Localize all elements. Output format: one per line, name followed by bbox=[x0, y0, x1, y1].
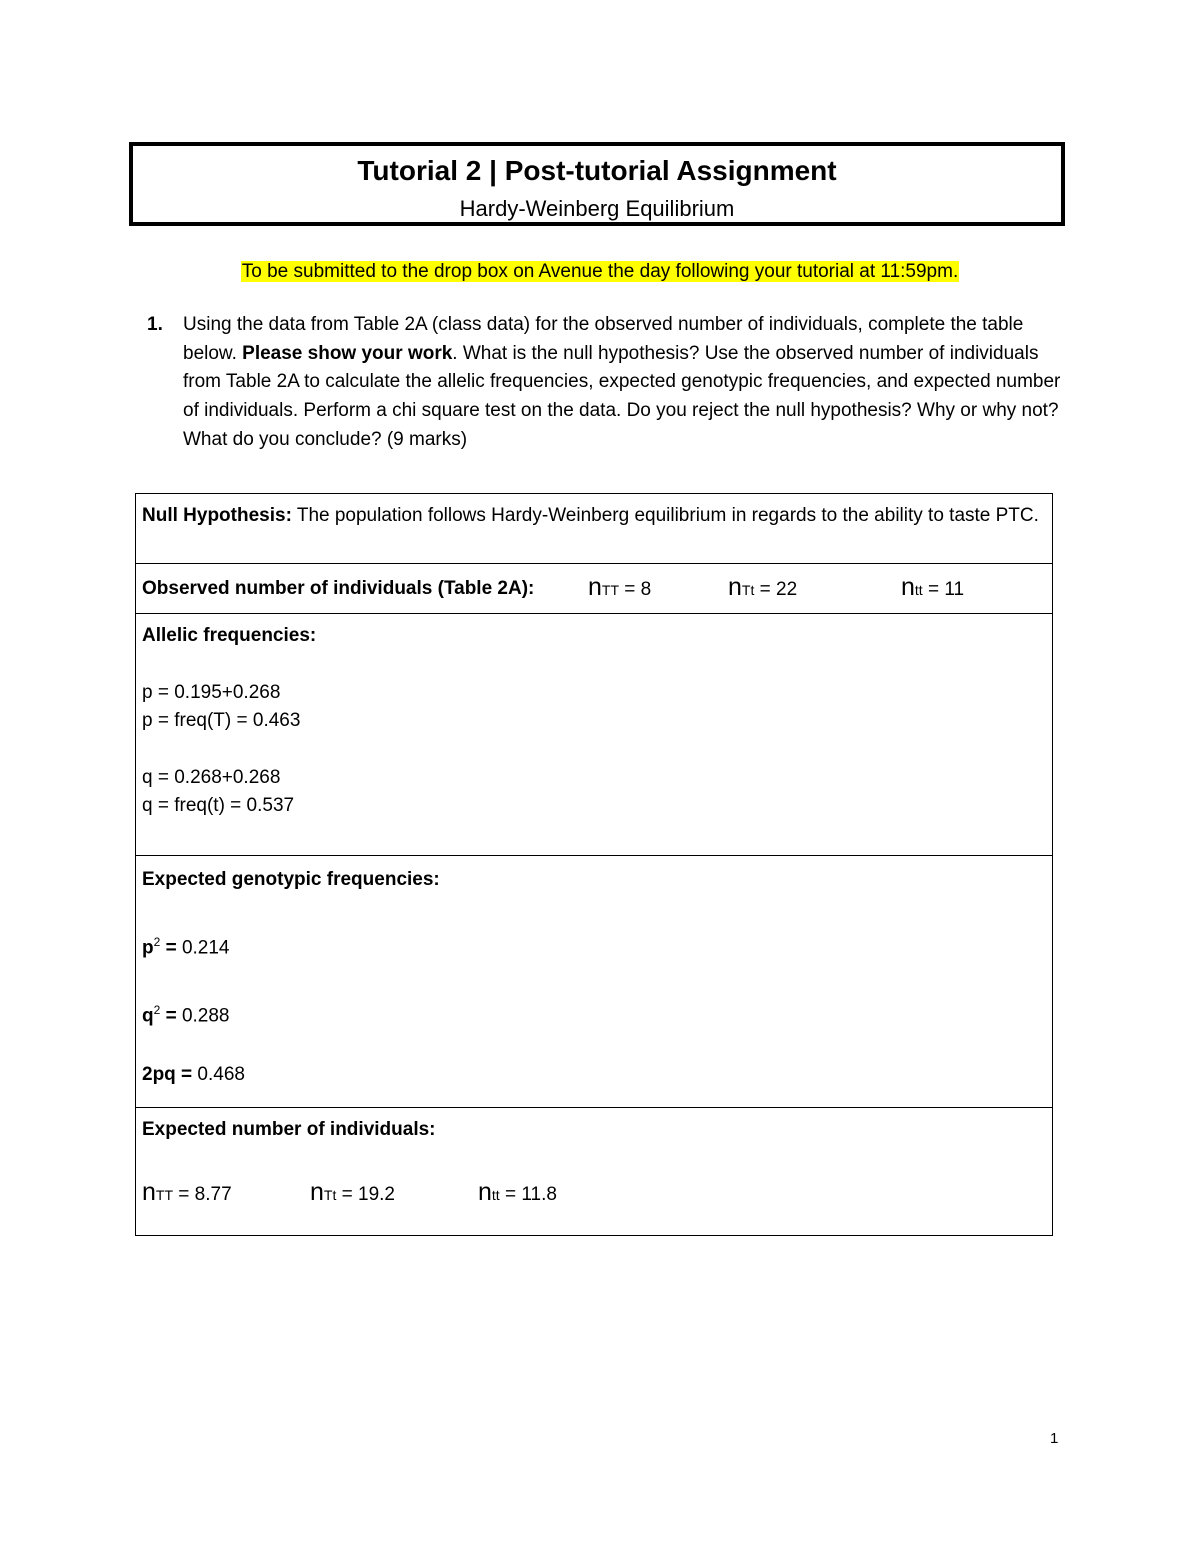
observed-Tt bbox=[728, 573, 797, 604]
genotypic-label: Expected genotypic frequencies: bbox=[142, 869, 440, 890]
n-symbol: n bbox=[310, 1178, 324, 1206]
allelic-p-result: p = freq(T) = 0.463 bbox=[142, 710, 301, 731]
question-text bbox=[183, 311, 1063, 455]
TT-value: = 8 bbox=[619, 579, 652, 600]
allelic-q-result: q = freq(t) = 0.537 bbox=[142, 795, 295, 816]
Tt-value: = 22 bbox=[754, 579, 798, 600]
TT-subscript: TT bbox=[601, 582, 620, 598]
p-equals: = bbox=[160, 937, 177, 959]
q-equals: = bbox=[160, 1005, 177, 1027]
observed-TT bbox=[588, 573, 651, 604]
allelic-p-calc: p = 0.195+0.268 bbox=[142, 682, 281, 703]
pq-symbol: 2pq = bbox=[142, 1063, 193, 1085]
tt-value: = 11 bbox=[922, 579, 965, 600]
question-part1: Using the data from Table 2A (class data) for the observed number of individuals, complete the table below. bbox=[183, 314, 1024, 364]
n-symbol: n bbox=[478, 1178, 492, 1206]
2pq-value: 0.468 bbox=[192, 1063, 245, 1085]
allelic-label: Allelic frequencies: bbox=[142, 625, 317, 646]
p-symbol: p bbox=[142, 937, 154, 959]
q2-value: 0.288 bbox=[176, 1005, 230, 1027]
expected-TT bbox=[142, 1178, 232, 1209]
n-symbol: n bbox=[728, 573, 742, 601]
Tt-subscript: Tt bbox=[323, 1187, 337, 1203]
expected-row bbox=[136, 1108, 1052, 1235]
expected-Tt bbox=[310, 1178, 395, 1209]
null-hypothesis-text: The population follows Hardy-Weinberg equilibrium in regards to the ability to taste PTC. bbox=[291, 505, 1039, 526]
question-number: 1. bbox=[147, 314, 163, 335]
p2-value: 0.214 bbox=[176, 937, 230, 959]
observed-tt bbox=[901, 573, 964, 604]
p-superscript: 2 bbox=[153, 935, 161, 949]
question-part2: . What is the null hypothesis? Use the observed number of individuals from Table 2A to calculate the allelic frequencies, expected genotypic frequencies, and expected number of individuals. Perform a chi square test on the data. Do you reject the null hypothesis? Why or why not? What do you conclude? (9 marks) bbox=[183, 342, 1061, 450]
answer-table bbox=[135, 493, 1053, 1236]
q-symbol: q bbox=[142, 1005, 154, 1027]
TT-subscript: TT bbox=[155, 1187, 174, 1203]
n-symbol: n bbox=[142, 1178, 156, 1206]
genotypic-row bbox=[136, 856, 1052, 1108]
tt-subscript: tt bbox=[914, 582, 923, 598]
Tt-subscript: Tt bbox=[741, 582, 755, 598]
null-hypothesis-label: Null Hypothesis: bbox=[142, 505, 292, 526]
observed-row bbox=[136, 564, 1052, 614]
genotypic-2pq bbox=[142, 1061, 1046, 1089]
tt-subscript: tt bbox=[491, 1187, 500, 1203]
Tt-value: = 19.2 bbox=[336, 1184, 395, 1205]
allelic-q-calc: q = 0.268+0.268 bbox=[142, 767, 281, 788]
highlighted-notice: To be submitted to the drop box on Avenue the day following your tutorial at 11:59pm. bbox=[241, 261, 959, 282]
page-number: 1 bbox=[1050, 1430, 1059, 1447]
n-symbol: n bbox=[901, 573, 915, 601]
expected-tt bbox=[478, 1178, 557, 1209]
genotypic-p2 bbox=[142, 928, 1046, 962]
allelic-row bbox=[136, 614, 1052, 856]
q-superscript: 2 bbox=[153, 1003, 161, 1018]
tt-value: = 11.8 bbox=[499, 1184, 557, 1205]
expected-label: Expected number of individuals: bbox=[142, 1119, 436, 1140]
submission-notice bbox=[0, 258, 1200, 286]
title-box bbox=[129, 142, 1065, 226]
n-symbol: n bbox=[588, 573, 602, 601]
observed-label: Observed number of individuals (Table 2A): bbox=[142, 577, 535, 599]
question-bold: Please show your work bbox=[242, 342, 453, 364]
TT-value: = 8.77 bbox=[173, 1184, 232, 1205]
document-subtitle: Hardy-Weinberg Equilibrium bbox=[459, 196, 735, 221]
genotypic-q2 bbox=[142, 996, 1046, 1030]
null-hypothesis-row bbox=[136, 494, 1052, 564]
document-title: Tutorial 2 | Post-tutorial Assignment bbox=[357, 155, 837, 186]
